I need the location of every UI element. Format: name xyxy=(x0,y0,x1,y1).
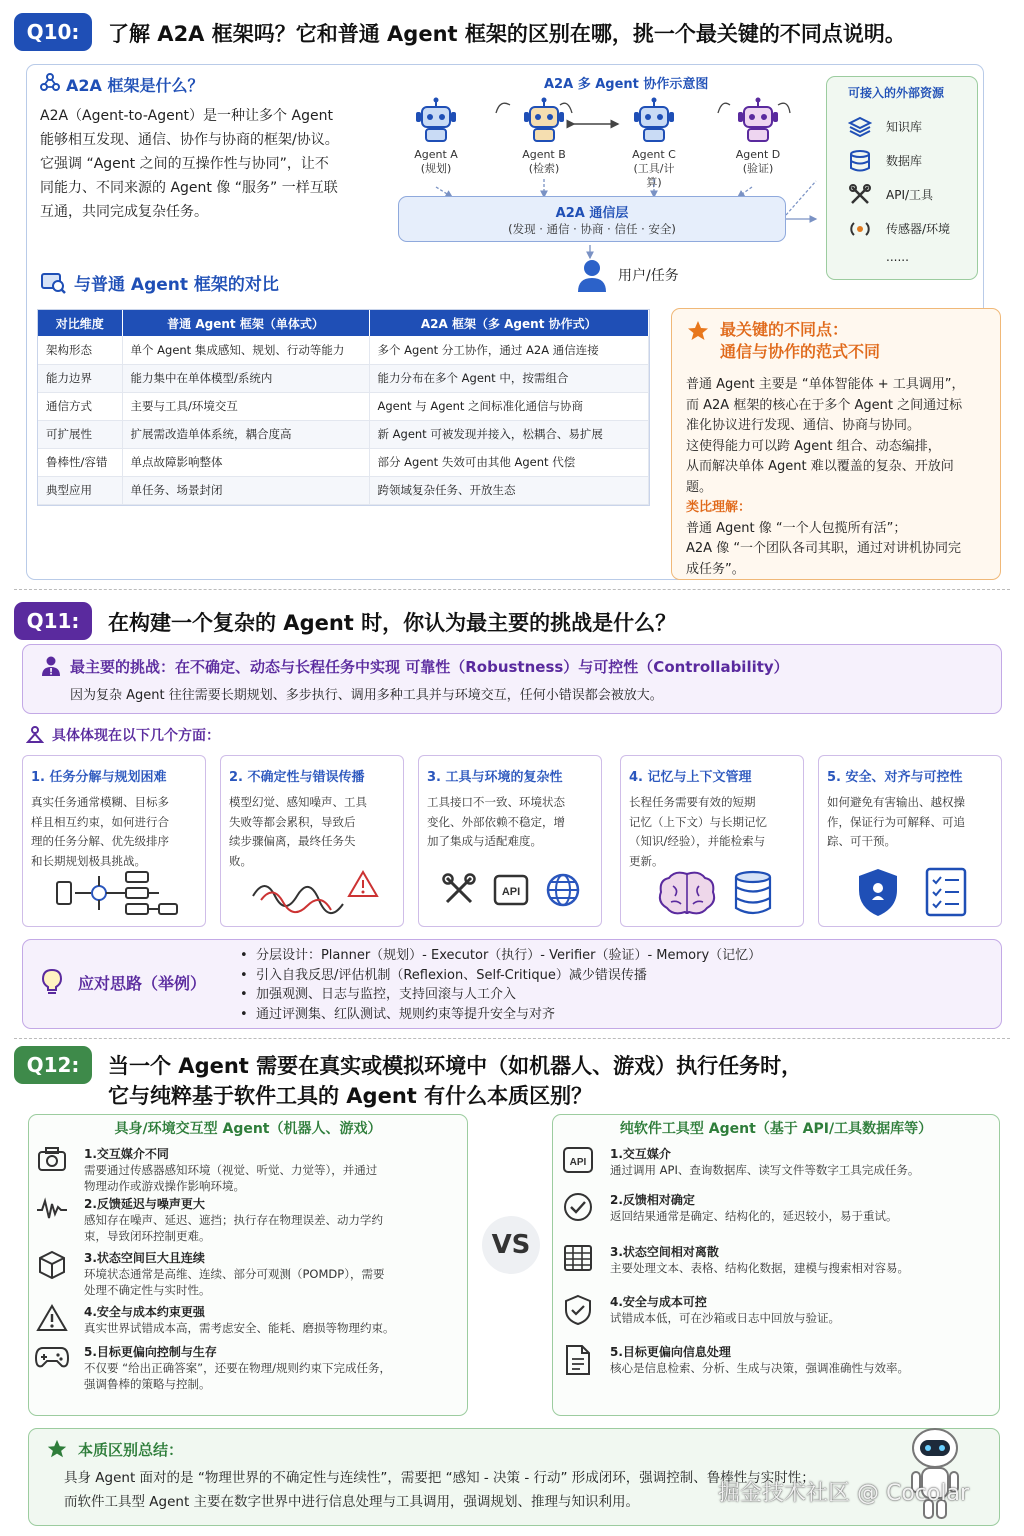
aspects-heading: 具体体现在以下几个方面： xyxy=(52,728,220,744)
what-a2a-text: A2A（Agent-to-Agent）是一种让多个 Agent 能够相互发现、通信、协作与协商的框架/协议。 它强调 “Agent 之间的互操作性与协同”，让不 同能力、不同来源的 Agent 像 “服务” 一样互联 互通，共同完成复杂任务。 xyxy=(40,108,339,220)
user-task-label: 用户/任务 xyxy=(618,268,679,284)
resources-title: 可接入的外部资源 xyxy=(848,86,945,100)
list-item: • 加强观测、日志与监控，支持回滚与人工介入 xyxy=(240,987,516,1002)
vs-badge: VS xyxy=(482,1216,540,1274)
diagram-title: A2A 多 Agent 协作示意图 xyxy=(544,77,709,92)
q10-tag: Q10: xyxy=(14,13,92,51)
shield-check-icon xyxy=(564,1294,592,1326)
list-item: 4.安全与成本可控 试错成本低，可在沙箱或日志中回放与验证。 xyxy=(560,1294,996,1326)
brain-icon xyxy=(657,870,717,916)
challenge-card-5: 5. 安全、对齐与可控性 如何避免有害输出、越权操 作，保证行为可解释、可追 踪、可干预。 xyxy=(818,755,1002,927)
summary-text: 具身 Agent 面对的是 “物理世界的不确定性与连续性”，需要把 “感知 - 决策 - 行动” 形成闭环，强调控制、鲁棒性与实时性； 而软件工具型 Agent 主要在数字世界中进行信息处理与工具调用，强调规划、推理与知识利用。 xyxy=(64,1470,815,1510)
lightbulb-icon xyxy=(40,968,64,996)
list-item: 2.反馈延迟与噪声更大 感知存在噪声、延迟、遮挡；执行存在物理误差、动力学约 束，导致闭环控制更难。 xyxy=(34,1196,464,1244)
signal-wave-icon xyxy=(36,1196,68,1222)
api-icon xyxy=(493,872,529,908)
software-title: 纯软件工具型 Agent（基于 API/工具数据库等） xyxy=(619,1121,933,1137)
col-header-dimension: 对比维度 xyxy=(38,310,122,336)
list-item: 3.状态空间巨大且连续 环境状态通常是高维、连续、部分可观测（POMDP），需要 处理不确定性与实时性。 xyxy=(34,1250,464,1298)
list-item: 1.交互媒介不同 需要通过传感器感知环境（视觉、听觉、力觉等），并通过 物理动作或游戏操作影响环境。 xyxy=(34,1146,464,1194)
q10-title: 了解 A2A 框架吗？它和普通 Agent 框架的区别在哪，挑一个最关键的不同点说明。 xyxy=(108,22,906,46)
challenge-card-4: 4. 记忆与上下文管理 长程任务需要有效的短期 记忆（上下文）与长期记忆 （知识/经验），并能检索与 更新。 xyxy=(620,755,804,927)
network-icon xyxy=(40,72,60,96)
coping-list xyxy=(240,946,761,1024)
col-header-normal: 普通 Agent 框架（单体式） xyxy=(122,310,369,336)
compare-icon xyxy=(40,271,66,295)
q11-title: 在构建一个复杂的 Agent 时，你认为最主要的挑战是什么？ xyxy=(108,611,677,635)
q12-title-line2: 它与纯粹基于软件工具的 Agent 有什么本质区别？ xyxy=(108,1084,593,1108)
svg-text:API: API xyxy=(569,1157,587,1168)
q12-tag: Q12: xyxy=(14,1046,92,1084)
warning-icon xyxy=(36,1304,68,1332)
list-item: • 分层设计：Planner（规划）- Executor（执行）- Verifier（验证）- Memory（记忆） xyxy=(240,948,762,963)
svg-text:!: ! xyxy=(48,667,54,677)
table-row: 可扩展性 扩展需改造单体系统，耦合度高 新 Agent 可被发现并接入，松耦合、易扩展 xyxy=(38,420,649,448)
table-icon xyxy=(563,1244,593,1272)
checklist-icon xyxy=(923,866,969,918)
list-item: 5.目标更偏向控制与生存 不仅要 “给出正确答案”，还要在物理/规则约束下完成任务， 强调鲁棒的策略与控制。 xyxy=(34,1344,464,1392)
col-header-a2a: A2A 框架（多 Agent 协作式） xyxy=(369,310,649,336)
gamepad-icon xyxy=(35,1344,69,1370)
check-circle-icon xyxy=(563,1192,593,1222)
shield-icon xyxy=(855,866,901,918)
user-icon xyxy=(576,258,608,292)
section-divider xyxy=(14,1038,1010,1039)
tools-icon xyxy=(441,872,477,908)
agent-a: Agent A (规划) xyxy=(408,96,464,168)
resource-sensor: 传感器/环境 xyxy=(886,221,951,236)
api-icon xyxy=(562,1146,594,1174)
q12-title-line1: 当一个 Agent 需要在真实或模拟环境中（如机器人、游戏）执行任务时， xyxy=(108,1054,803,1078)
resource-api-tools: API/工具 xyxy=(886,187,934,202)
flowchart-icon xyxy=(51,868,181,920)
main-challenge-sub: 因为复杂 Agent 往往需要长期规划、多步执行、调用多种工具并与环境交互，任何小错误都会被放大。 xyxy=(70,688,663,703)
agent-d: Agent D (验证) xyxy=(730,96,786,168)
list-item: 4.安全与成本约束更强 真实世界试错成本高，需考虑安全、能耗、磨损等物理约束。 xyxy=(34,1304,464,1336)
camera-icon xyxy=(37,1146,67,1172)
svg-text:API: API xyxy=(501,886,521,898)
database-icon xyxy=(733,870,773,916)
table-row: 通信方式 主要与工具/环境交互 Agent 与 Agent 之间标准化通信与协商 xyxy=(38,392,649,420)
robot-mascot-icon xyxy=(906,1424,964,1524)
comparison-table xyxy=(37,309,650,506)
agent-c: Agent C (工具/计算) xyxy=(626,96,682,168)
list-item: 5.目标更偏向信息处理 核心是信息检索、分析、生成与决策，强调准确性与效率。 xyxy=(560,1344,996,1376)
sensor-icon xyxy=(848,217,872,241)
challenge-card-1: 1. 任务分解与规划困难 真实任务通常模糊、目标多 样且相互约束，如何进行合 理的任务分解、优先级排序 和长期规划极具挑战。 xyxy=(22,755,206,927)
tools-icon xyxy=(848,183,872,207)
table-row: 能力边界 能力集中在单体模型/系统内 能力分布在多个 Agent 中，按需组合 xyxy=(38,364,649,392)
list-item: 2.反馈相对确定 返回结果通常是确定、结构化的，延迟较小，易于重试。 xyxy=(560,1192,996,1224)
star-icon xyxy=(46,1438,68,1460)
summary-title: 本质区别总结： xyxy=(78,1440,184,1459)
what-a2a-heading: A2A 框架是什么？ xyxy=(66,75,204,95)
error-wave-icon xyxy=(251,866,381,918)
agent-b: Agent B (检索) xyxy=(516,96,572,168)
comparison-heading: 与普通 Agent 框架的对比 xyxy=(74,275,279,295)
list-item: • 通过评测集、红队测试、规则约束等提升安全与对齐 xyxy=(240,1006,555,1022)
coping-label: 应对思路（举例） xyxy=(78,973,207,993)
challenge-card-2: 2. 不确定性与错误传播 模型幻觉、感知噪声、工具 失败等都会累积，导致后 续步骤偏离，最终任务失 败。 xyxy=(220,755,404,927)
globe-icon xyxy=(545,872,581,908)
resource-database: 数据库 xyxy=(886,153,923,168)
key-difference-card: 最关键的不同点： 通信与协作的范式不同 普通 Agent 主要是 “单体智能体 + 工具调用”， 而 A2A 框架的核心在于多个 Agent 之间通过标 准化协议进行发现、通信、协商与协同。 这使得能力可以跨 Agent 组合、动态编排， 从而解决单体 Agent 难以覆盖的复杂、开放问 题。 类比理解： 普通 Agent 像 “一个人包揽所有活”； A2A 像 “一个团队各司其职，通过对讲机协同完 成任务”。 xyxy=(671,308,1001,580)
cube-icon xyxy=(37,1250,67,1280)
q11-tag: Q11: xyxy=(14,602,92,640)
main-challenge-text: 最主要的挑战：在不确定、动态与长程任务中实现 可靠性（Robustness）与可控性（Controllability） xyxy=(70,657,789,676)
list-item: • 引入自我反思/评估机制（Reflexion、Self-Critique）减少错误传播 xyxy=(240,967,647,983)
list-item: API 1.交互媒介 通过调用 API、查询数据库、读写文件等数字工具完成任务。 xyxy=(560,1146,996,1178)
table-row: 鲁棒性/容错 单点故障影响整体 部分 Agent 失效可由其他 Agent 代偿 xyxy=(38,448,649,476)
warning-person-icon xyxy=(40,655,62,677)
list-item: 3.状态空间相对离散 主要处理文本、表格、结构化数据，建模与搜索相对容易。 xyxy=(560,1244,996,1276)
table-row: 架构形态 单个 Agent 集成感知、规划、行动等能力 多个 Agent 分工协作，通过 A2A 通信连接 xyxy=(38,336,649,364)
watermark: 掘金技术社区 @ Cocolar xyxy=(718,1481,970,1506)
structure-icon xyxy=(26,726,44,744)
section-divider xyxy=(14,589,1010,590)
embodied-title: 具身/环境交互型 Agent（机器人、游戏） xyxy=(114,1121,382,1137)
resource-knowledge-base: 知识库 xyxy=(886,119,923,134)
challenge-card-3: 3. 工具与环境的复杂性 工具接口不一致、环境状态 变化、外部依赖不稳定，增 加了集成与适配难度。 API xyxy=(418,755,602,927)
database-icon xyxy=(848,149,872,173)
table-row: 典型应用 单任务、场景封闭 跨领域复杂任务、开放生态 xyxy=(38,476,649,504)
layers-icon xyxy=(848,116,872,138)
star-icon xyxy=(686,319,710,343)
a2a-communication-layer: A2A 通信层 (发现 · 通信 · 协商 · 信任 · 安全) xyxy=(398,196,786,242)
resource-more: ...... xyxy=(886,250,909,264)
document-icon xyxy=(565,1344,591,1376)
